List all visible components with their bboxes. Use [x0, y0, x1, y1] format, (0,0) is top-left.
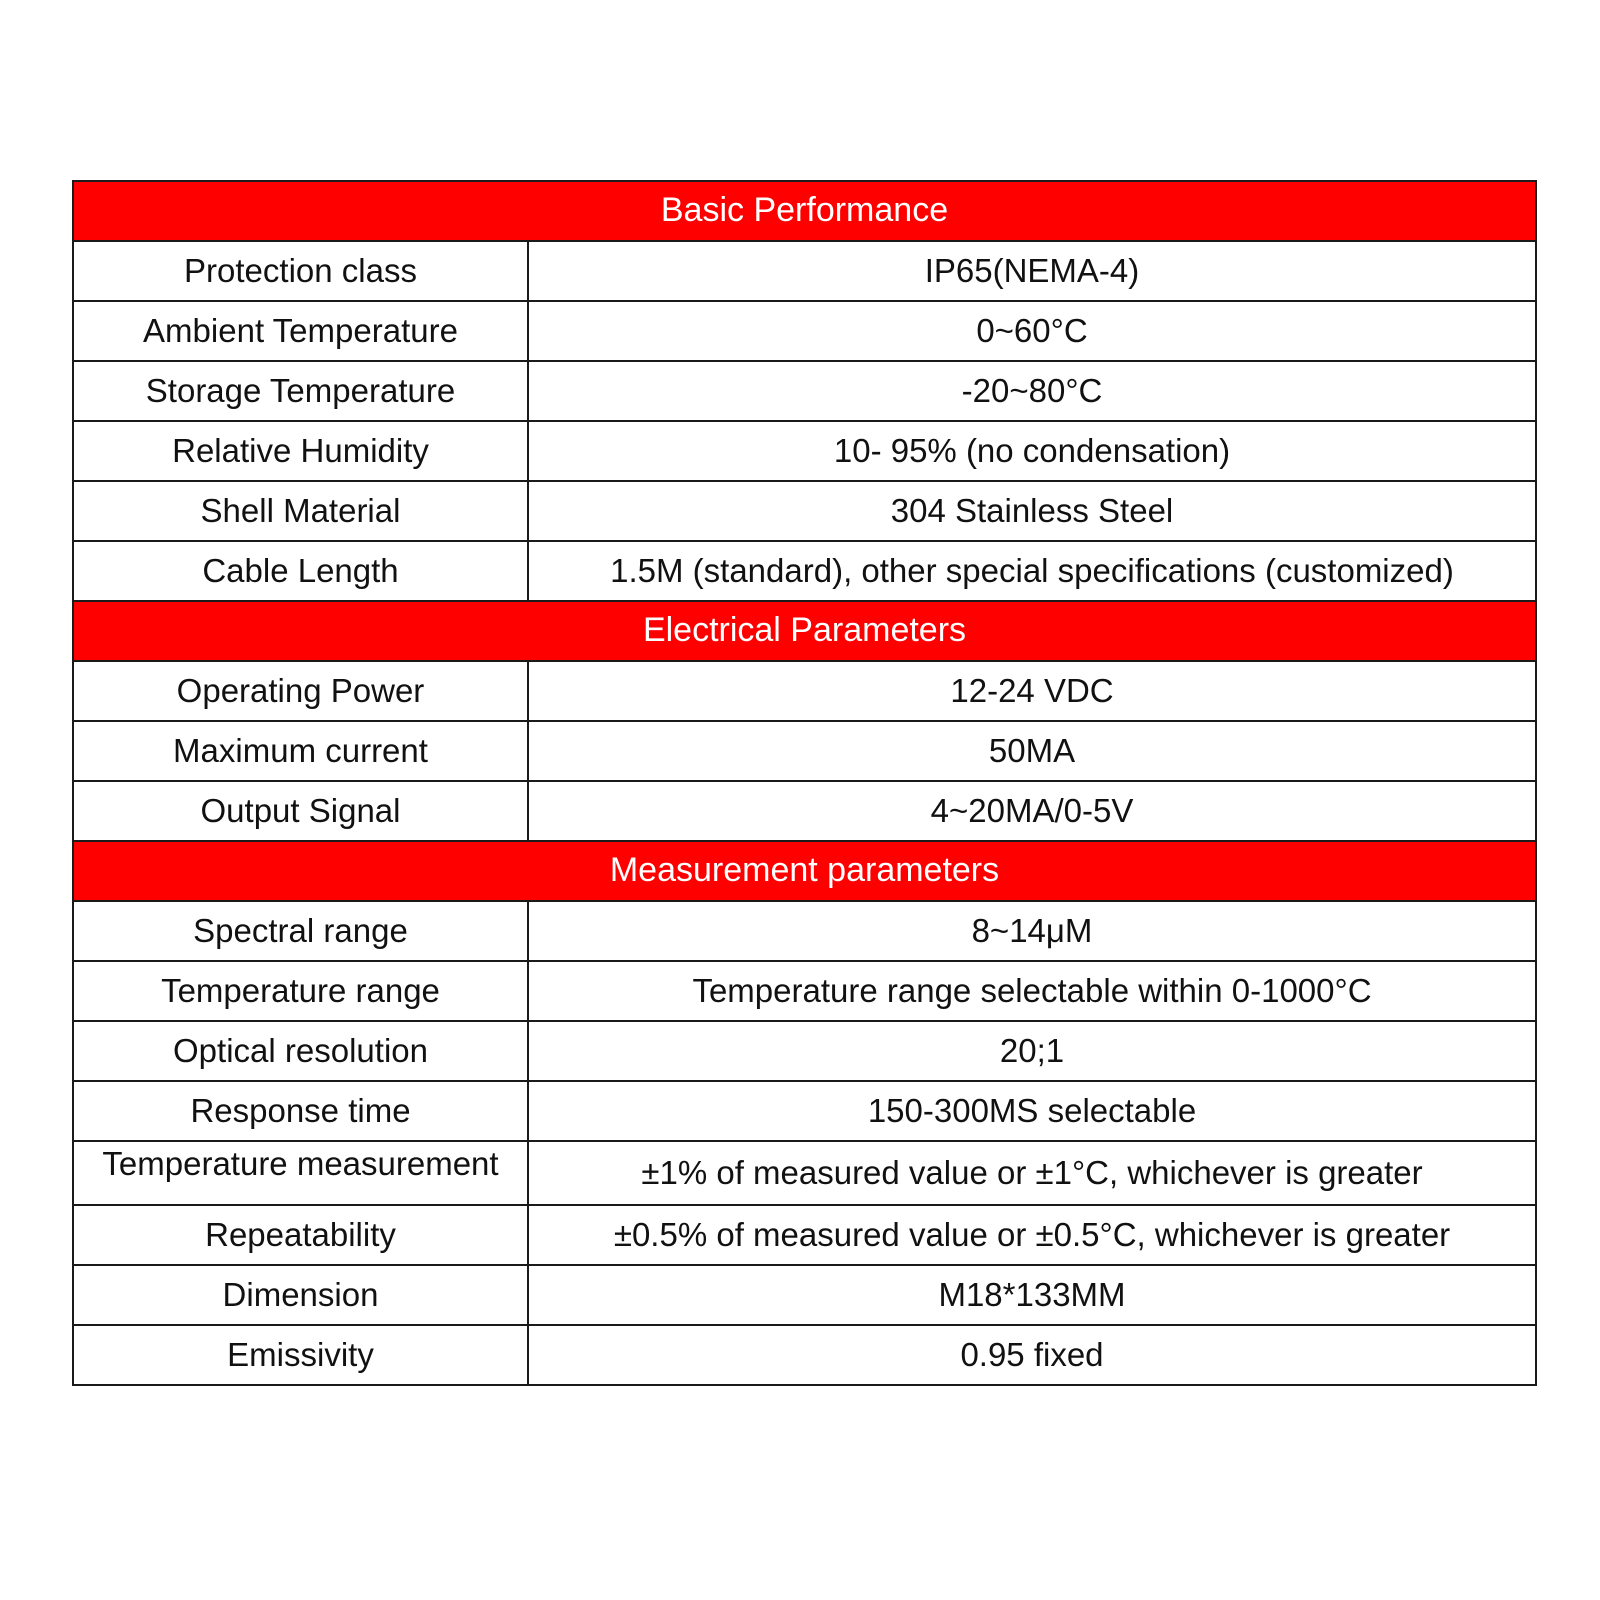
row-label: Cable Length: [73, 541, 528, 601]
row-label: Dimension: [73, 1265, 528, 1325]
row-label: Relative Humidity: [73, 421, 528, 481]
row-value: Temperature range selectable within 0-1000°C: [528, 961, 1536, 1021]
row-value: 1.5M (standard), other special specifications (customized): [528, 541, 1536, 601]
table-row: [73, 421, 1536, 481]
row-label: Spectral range: [73, 901, 528, 961]
section-header-row: [73, 601, 1536, 661]
table-row: [73, 1205, 1536, 1265]
row-value: 8~14μM: [528, 901, 1536, 961]
table-row: [73, 1141, 1536, 1205]
table-row: [73, 901, 1536, 961]
row-label: Operating Power: [73, 661, 528, 721]
row-value: 0~60°C: [528, 301, 1536, 361]
row-value: 304 Stainless Steel: [528, 481, 1536, 541]
row-value: 0.95 fixed: [528, 1325, 1536, 1385]
row-label: Emissivity: [73, 1325, 528, 1385]
row-value: 10- 95% (no condensation): [528, 421, 1536, 481]
row-label: Repeatability: [73, 1205, 528, 1265]
row-label: Maximum current: [73, 721, 528, 781]
section-title-basic-performance: Basic Performance: [73, 181, 1536, 241]
table-row: [73, 781, 1536, 841]
row-value: -20~80°C: [528, 361, 1536, 421]
row-label: Temperature range: [73, 961, 528, 1021]
row-label: Protection class: [73, 241, 528, 301]
row-label: Shell Material: [73, 481, 528, 541]
row-value: IP65(NEMA-4): [528, 241, 1536, 301]
spec-table: [72, 180, 1537, 1386]
row-value: M18*133MM: [528, 1265, 1536, 1325]
table-row: [73, 301, 1536, 361]
section-title-electrical-parameters: Electrical Parameters: [73, 601, 1536, 661]
table-row: [73, 1265, 1536, 1325]
table-row: [73, 241, 1536, 301]
table-row: [73, 361, 1536, 421]
row-value: 50MA: [528, 721, 1536, 781]
row-label: Temperature measurement: [73, 1141, 528, 1205]
row-value: ±0.5% of measured value or ±0.5°C, whichever is greater: [528, 1205, 1536, 1265]
section-header-row: [73, 841, 1536, 901]
row-label: Response time: [73, 1081, 528, 1141]
row-label: Optical resolution: [73, 1021, 528, 1081]
section-header-row: [73, 181, 1536, 241]
section-title-measurement-parameters: Measurement parameters: [73, 841, 1536, 901]
row-label: Storage Temperature: [73, 361, 528, 421]
table-row: [73, 1081, 1536, 1141]
row-value: 12-24 VDC: [528, 661, 1536, 721]
row-label: Output Signal: [73, 781, 528, 841]
table-row: [73, 1021, 1536, 1081]
row-value: 4~20MA/0-5V: [528, 781, 1536, 841]
row-value: 20;1: [528, 1021, 1536, 1081]
row-value: ±1% of measured value or ±1°C, whichever is greater: [528, 1141, 1536, 1205]
row-value: 150-300MS selectable: [528, 1081, 1536, 1141]
row-label: Ambient Temperature: [73, 301, 528, 361]
table-row: [73, 721, 1536, 781]
table-row: [73, 661, 1536, 721]
table-row: [73, 1325, 1536, 1385]
table-row: [73, 961, 1536, 1021]
table-row: [73, 541, 1536, 601]
table-row: [73, 481, 1536, 541]
